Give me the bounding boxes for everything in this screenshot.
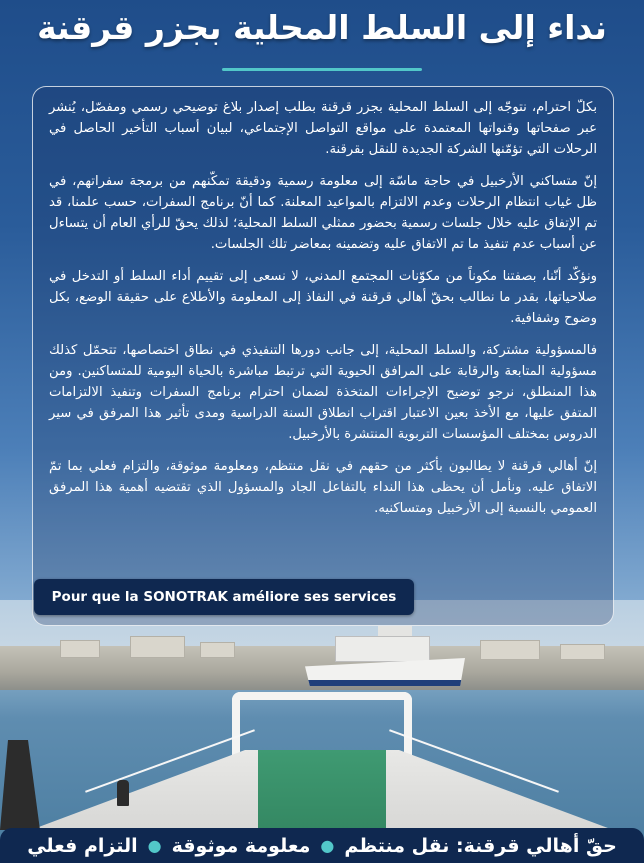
harbor-building [480, 640, 540, 660]
paragraph-1: بكلّ احترام، نتوجّه إلى السلط المحلية بجزر قرقنة بطلب إصدار بلاغ توضيحي رسمي ومفصّل، يُنشر عبر صفحاتها وقنواتها المعتمدة على مواقع التواصل الإجتماعي، لبيان أسباب التأخير الحاصل في الرحلات التي تؤمّنها الشركة الجديدة للنقل بقرقنة. [49, 100, 597, 157]
title-underline [222, 68, 422, 71]
footer-item-2: معلومة موثوقة [171, 834, 311, 857]
ferry-photo [0, 600, 644, 863]
harbor-building [560, 644, 605, 660]
separator-dot: ● [147, 836, 162, 855]
harbor-building [130, 636, 185, 658]
docked-ferry-cabin [335, 636, 430, 662]
crane-structure [0, 740, 40, 830]
harbor-building [200, 642, 235, 658]
announcement-card [32, 86, 614, 626]
harbor-building [60, 640, 100, 658]
footer-item-3: التزام فعلي [27, 834, 138, 857]
footer-slogan-bar [0, 828, 644, 863]
paragraph-3: ونؤكّد أنّنا، بصفتنا مكوناً من مكوّنات المجتمع المدني، لا نسعى إلى تقييم أداء السلط أو التدخل في صلاحياتها، بقدر ما نطالب بحقّ أهالي قرقنة في النفاذ إلى المعلومة والأطلاع على حقيقة الوضع، بكل وضوح وشفافية. [49, 269, 597, 326]
paragraph-5: إنّ أهالي قرقنة لا يطالبون بأكثر من حقهم في نقل منتظم، ومعلومة موثوقة، والتزام فعلي بما تمّ الاتفاق عليه. ونأمل أن يحظى هذا النداء بالتفاعل الجاد والمسؤول الذي تقتضيه أهمية هذا المرفق العمومي بالنسبة إلى الأرخبيل ومتساكنيه. [49, 459, 597, 516]
footer-item-1: حقّ أهالي قرقنة: نقل منتظم [344, 834, 617, 857]
paragraph-2: إنّ متساكني الأرخبيل في حاجة ماسّة إلى معلومة رسمية ودقيقة تمكّنهم من برمجة سفراتهم، في ظل غياب انتظام الرحلات وعدم الالتزام بالمواعيد المعلنة. كما أنّ برنامج السفرات، حسب علمنا، قد تم الإتفاق عليه خلال جلسات رسمية بحضور ممثلي السلط المحلية؛ لذلك يحقّ للرأي العام أن يتساءل عن أسباب عدم تنفيذ ما تم الاتفاق عليه وتضمينه بمعاضر تلك الجلسات. [49, 174, 597, 252]
person-figure [117, 780, 129, 806]
cta-banner: Pour que la SONOTRAK améliore ses services [34, 579, 414, 615]
separator-dot: ● [320, 836, 335, 855]
paragraph-4: فالمسؤولية مشتركة، والسلط المحلية، إلى جانب دورها التنفيذي في نطاق اختصاصها، تتحمّل كذلك مسؤولية المتابعة والرقابة على المرافق الحيوية التي ترتبط مباشرة بالحياة اليومية للمتساكنين. ومن هذا المنطلق، نرجو توضيح الإجراءات المتخذة لضمان احترام برنامج السفرات وتنفيذ الالتزامات المتفق عليها، مع الأخذ بعين الاعتبار اقتراب انطلاق السنة الدراسية ومدى تأثير هذا المرفق في سير الدروس بمختلف المؤسسات التربوية المنتشرة بالأرخبيل. [49, 343, 597, 442]
page-title: نداء إلى السلط المحلية بجزر قرقنة [37, 8, 607, 47]
